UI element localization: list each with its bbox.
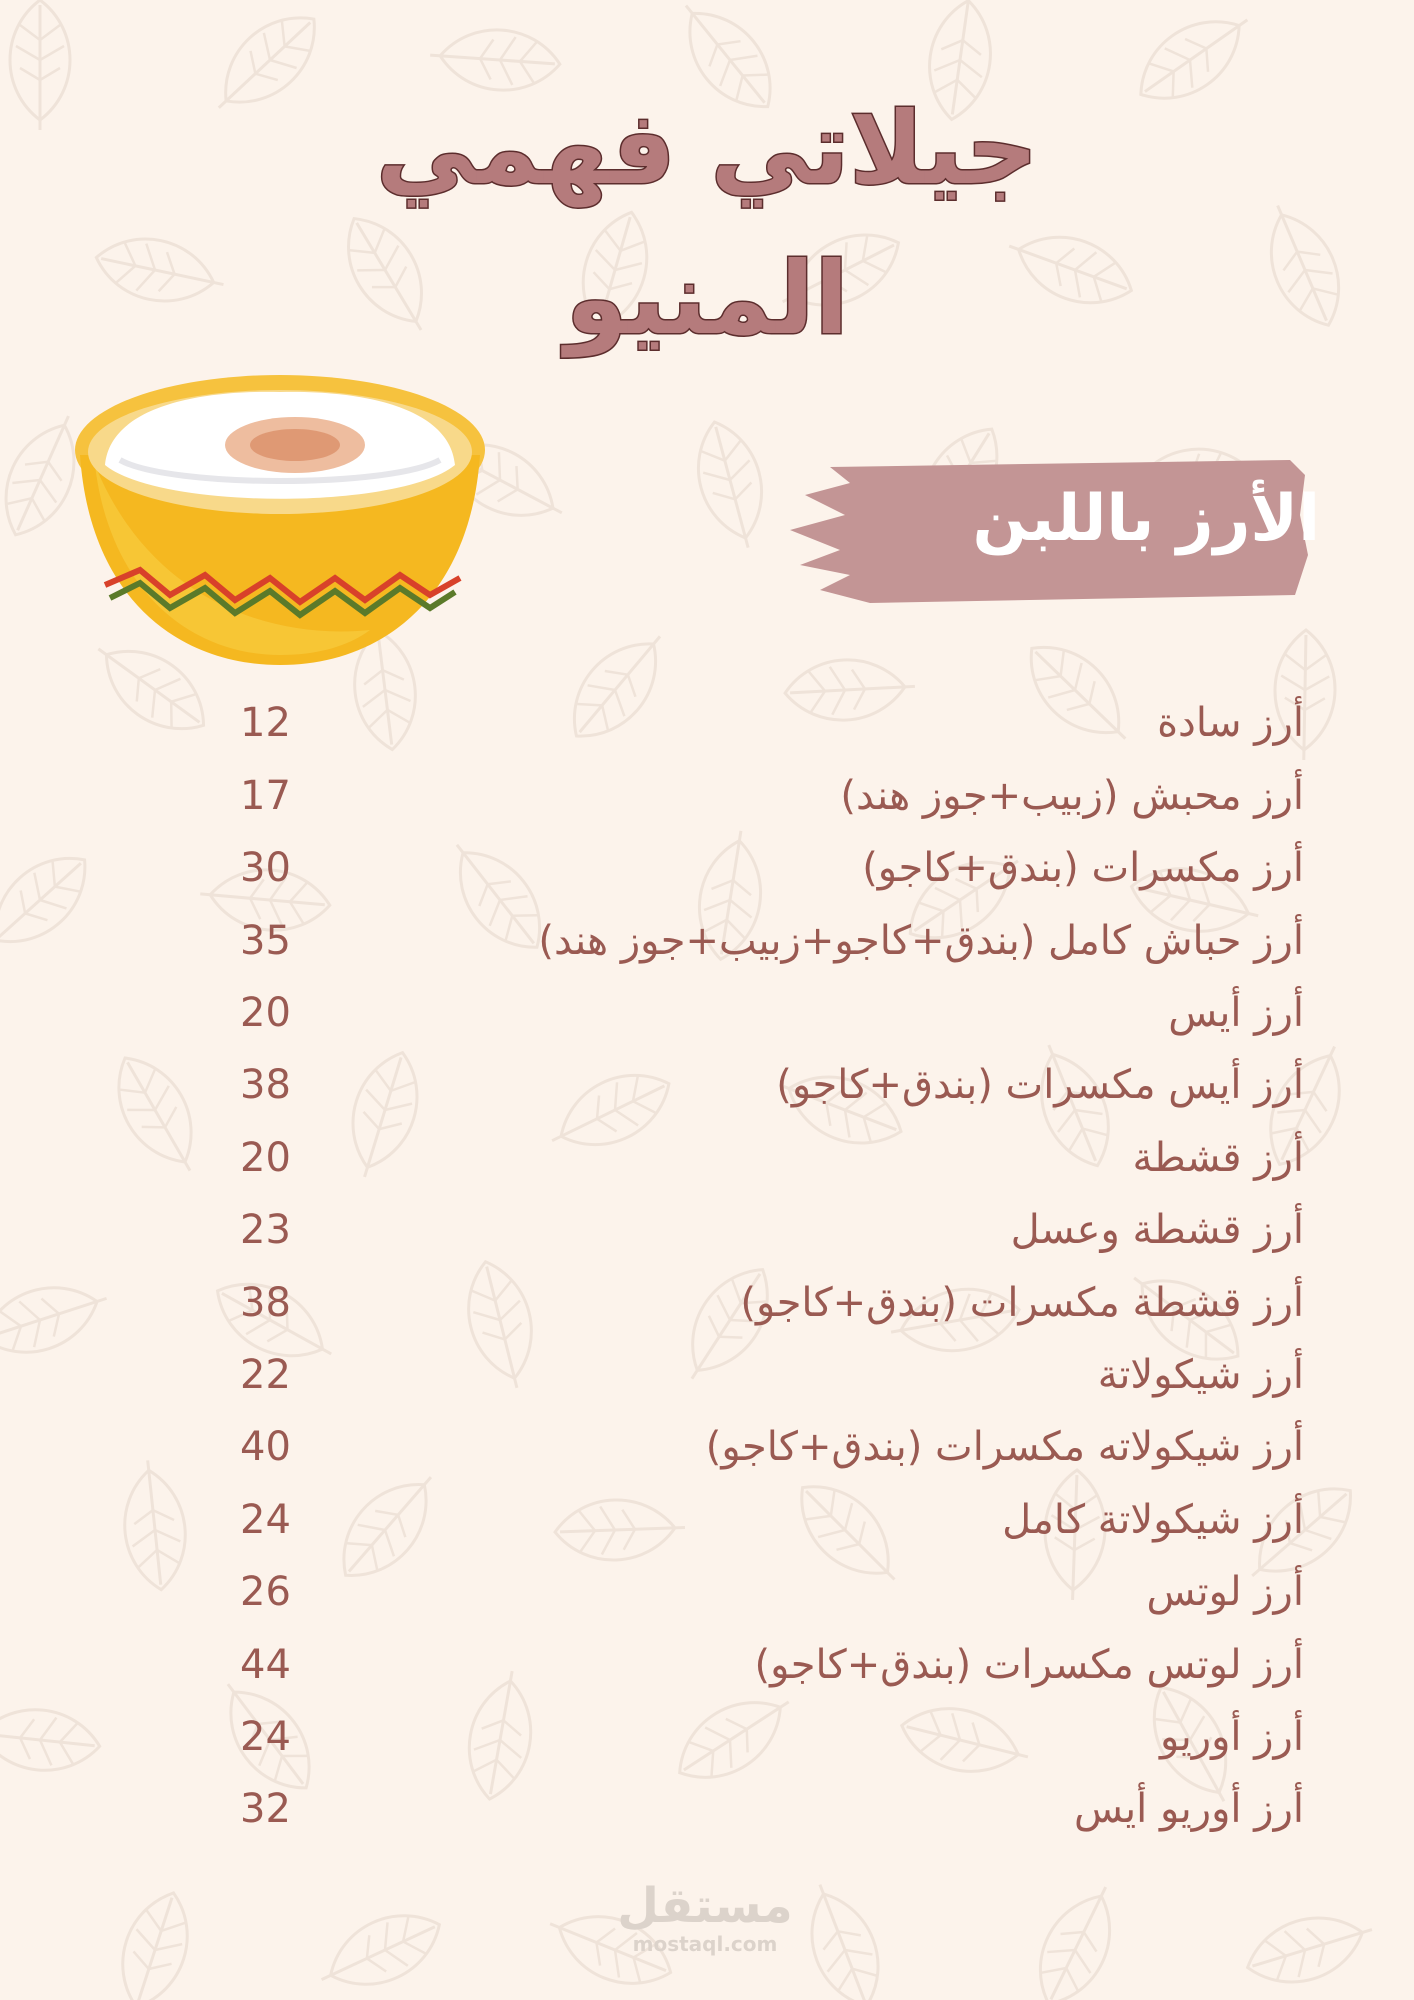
watermark-latin: mostaql.com — [632, 1932, 778, 1956]
menu-item-row — [0, 1135, 1414, 1195]
menu-item-price: 23 — [240, 1207, 291, 1253]
menu-item-price: 38 — [240, 1062, 291, 1108]
menu-item-row — [0, 1569, 1414, 1629]
menu-item-price: 22 — [240, 1352, 291, 1398]
menu-item-price: 24 — [240, 1714, 291, 1760]
menu-item-name: أرز شيكولاتة كامل — [1002, 1497, 1304, 1543]
section-title: الأرز باللبن — [972, 482, 1320, 556]
menu-item-name: أرز شيكولاته مكسرات (بندق+كاجو) — [705, 1424, 1304, 1470]
menu-item-price: 20 — [240, 1135, 291, 1181]
menu-item-row — [0, 1207, 1414, 1267]
menu-item-row — [0, 1280, 1414, 1340]
menu-item-row — [0, 1642, 1414, 1702]
menu-item-price: 12 — [240, 700, 291, 746]
menu-item-name: أرز لوتس مكسرات (بندق+كاجو) — [754, 1642, 1304, 1688]
menu-item-row — [0, 700, 1414, 760]
menu-item-price: 26 — [240, 1569, 291, 1615]
menu-item-name: أرز مكسرات (بندق+كاجو) — [862, 845, 1304, 891]
menu-item-row — [0, 1424, 1414, 1484]
menu-item-price: 40 — [240, 1424, 291, 1470]
menu-item-price: 30 — [240, 845, 291, 891]
menu-item-price: 24 — [240, 1497, 291, 1543]
watermark-arabic: مستقل — [617, 1878, 793, 1934]
menu-item-name: أرز لوتس — [1146, 1569, 1304, 1615]
menu-item-row — [0, 1714, 1414, 1774]
menu-heading: المنيو — [565, 240, 849, 357]
menu-item-price: 17 — [240, 773, 291, 819]
menu-item-name: أرز أيس مكسرات (بندق+كاجو) — [776, 1062, 1304, 1108]
menu-item-name: أرز أيس — [1168, 990, 1304, 1036]
menu-item-name: أرز أوريو — [1159, 1714, 1304, 1760]
menu-item-name: أرز أوريو أيس — [1074, 1786, 1304, 1832]
mostaql-watermark — [600, 1880, 810, 1956]
menu-item-row — [0, 918, 1414, 978]
menu-item-price: 38 — [240, 1280, 291, 1326]
shop-name-title: جيلاتي فهمي — [375, 90, 1039, 207]
menu-item-row — [0, 773, 1414, 833]
menu-item-row — [0, 1352, 1414, 1412]
menu-item-name: أرز حباش كامل (بندق+كاجو+زبيب+جوز هند) — [538, 918, 1304, 964]
menu-item-name: أرز محبش (زبيب+جوز هند) — [840, 773, 1304, 819]
menu-item-name: أرز قشطة وعسل — [1010, 1207, 1304, 1253]
menu-item-name: أرز قشطة — [1132, 1135, 1304, 1181]
menu-item-row — [0, 1786, 1414, 1846]
rice-pudding-bowl-image — [70, 370, 490, 670]
menu-item-price: 44 — [240, 1642, 291, 1688]
menu-item-name: أرز سادة — [1157, 700, 1304, 746]
menu-item-row — [0, 1497, 1414, 1557]
menu-item-price: 35 — [240, 918, 291, 964]
menu-item-price: 32 — [240, 1786, 291, 1832]
menu-item-name: أرز شيكولاتة — [1097, 1352, 1304, 1398]
menu-item-row — [0, 990, 1414, 1050]
menu-item-row — [0, 1062, 1414, 1122]
menu-item-row — [0, 845, 1414, 905]
menu-item-price: 20 — [240, 990, 291, 1036]
menu-item-name: أرز قشطة مكسرات (بندق+كاجو) — [740, 1280, 1304, 1326]
